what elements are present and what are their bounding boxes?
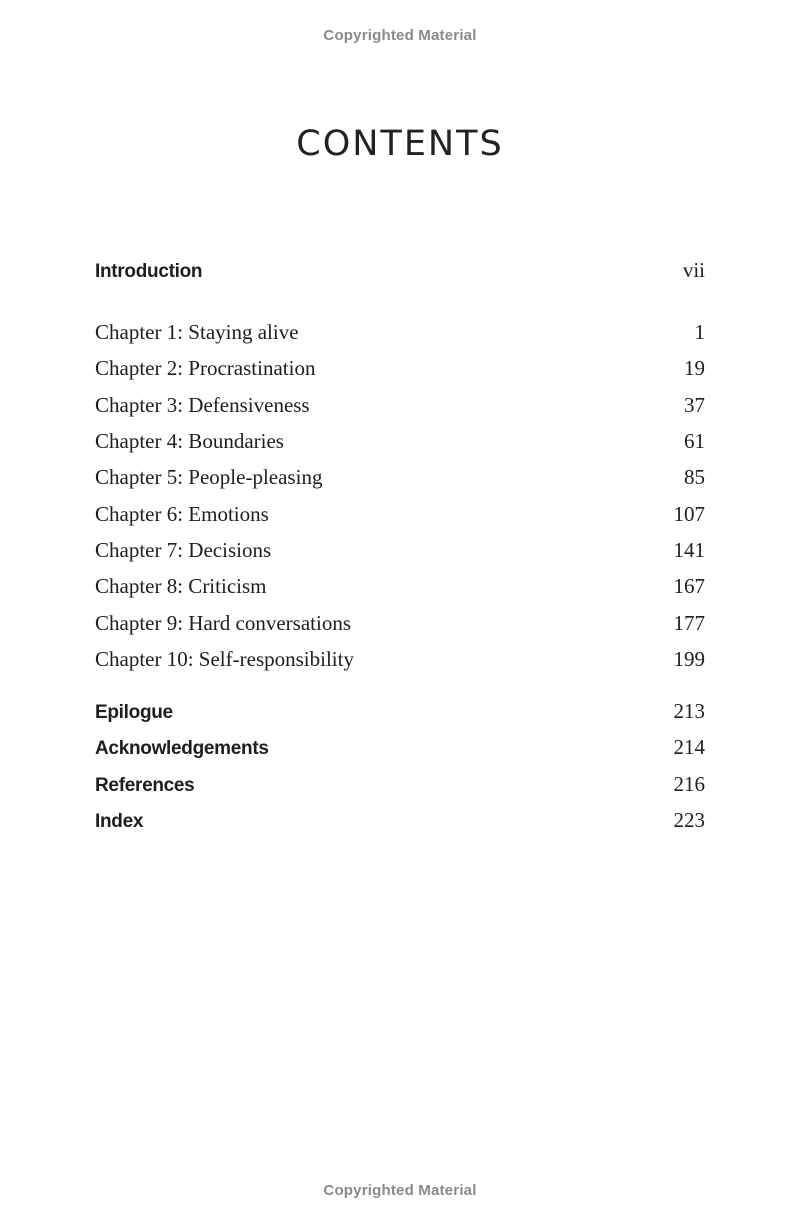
toc-entry-title: Introduction	[95, 261, 203, 282]
toc-entry-chapter-9	[95, 611, 705, 641]
toc-entry-page: 167	[673, 574, 705, 598]
toc-entry-title: Chapter 8: Criticism	[95, 574, 267, 598]
toc-entry-page: 216	[673, 772, 705, 796]
toc-entry-title: Chapter 9: Hard conversations	[95, 611, 352, 635]
toc-entry-title: References	[95, 775, 195, 796]
toc-entry-title: Index	[95, 811, 144, 832]
toc-entry-chapter-3	[95, 393, 705, 423]
toc-entry-title: Chapter 6: Emotions	[95, 502, 269, 526]
toc-entry-chapter-10	[95, 647, 705, 677]
toc-entry-page: 61	[684, 429, 705, 453]
toc-entry-title: Chapter 1: Staying alive	[95, 320, 299, 344]
toc-entry-chapter-2	[95, 356, 705, 386]
toc-entry-page: 141	[673, 538, 705, 562]
toc-entry-page: 214	[673, 735, 705, 759]
toc-entry-title: Chapter 10: Self-responsibility	[95, 647, 354, 671]
toc-entry-page: vii	[682, 258, 705, 282]
toc-entry-chapter-4	[95, 429, 705, 459]
toc-entry-title: Chapter 7: Decisions	[95, 538, 272, 562]
copyright-watermark-top: Copyrighted Material	[323, 27, 477, 44]
toc-entry-chapter-8	[95, 574, 705, 604]
toc-entry-title: Chapter 3: Defensiveness	[95, 393, 310, 417]
toc-entry-page: 37	[684, 393, 705, 417]
toc-entry-chapter-7	[95, 538, 705, 568]
toc-entry-page: 177	[673, 611, 705, 635]
toc-entry-introduction	[95, 258, 705, 288]
toc-entry-page: 199	[673, 647, 705, 671]
toc-entry-chapter-5	[95, 465, 705, 495]
toc-entry-chapter-6	[95, 502, 705, 532]
toc-entry-references	[95, 772, 705, 802]
toc-entry-page: 107	[673, 502, 705, 526]
page-title: CONTENTS	[296, 124, 504, 164]
copyright-watermark-bottom: Copyrighted Material	[323, 1182, 477, 1199]
toc-entry-page: 1	[694, 320, 705, 344]
toc-entry-acknowledgements	[95, 735, 705, 765]
toc-entry-title: Chapter 4: Boundaries	[95, 429, 284, 453]
toc-entry-title: Chapter 5: People-pleasing	[95, 465, 323, 489]
toc-entry-title: Chapter 2: Procrastination	[95, 356, 316, 380]
toc-entry-page: 213	[673, 699, 705, 723]
toc-entry-title: Acknowledgements	[95, 738, 269, 759]
toc-entry-page: 85	[684, 465, 705, 489]
toc-entry-chapter-1	[95, 320, 705, 350]
toc-entry-page: 223	[673, 808, 705, 832]
toc-entry-epilogue	[95, 699, 705, 729]
toc-entry-title: Epilogue	[95, 702, 173, 723]
toc-entry-index	[95, 808, 705, 838]
toc-entry-page: 19	[684, 356, 705, 380]
